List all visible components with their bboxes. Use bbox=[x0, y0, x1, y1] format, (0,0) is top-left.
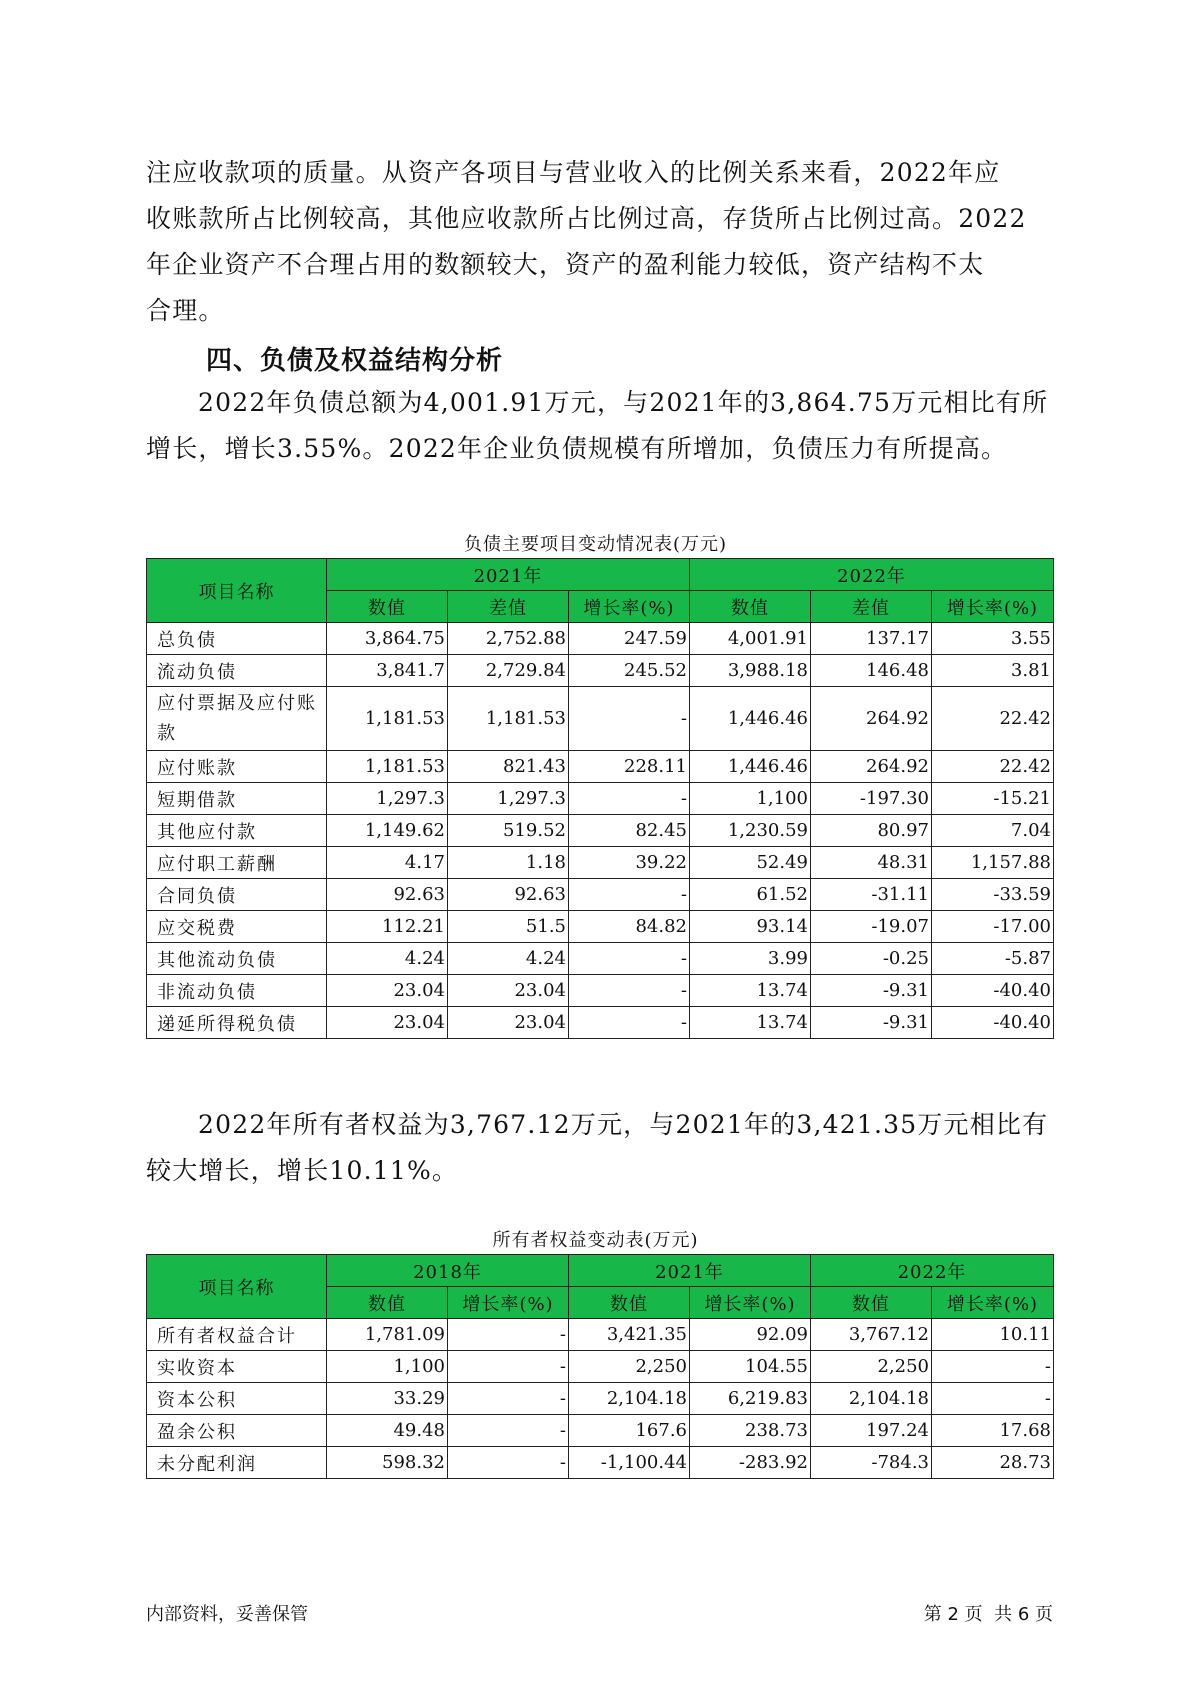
table-row bbox=[147, 1383, 1054, 1415]
table-cell: 92.09 bbox=[690, 1319, 811, 1351]
liability-paragraph bbox=[146, 380, 1049, 472]
table-cell: 2,729.84 bbox=[448, 655, 569, 687]
column-header: 数值 bbox=[811, 1287, 932, 1319]
table-cell: 1,181.53 bbox=[448, 687, 569, 751]
row-label: 应付账款 bbox=[147, 751, 327, 783]
table-cell: 92.63 bbox=[448, 879, 569, 911]
table-row bbox=[147, 1007, 1054, 1039]
year-header: 2018年 bbox=[327, 1255, 569, 1287]
row-label: 非流动负债 bbox=[147, 975, 327, 1007]
table-cell: - bbox=[569, 879, 690, 911]
table-cell: - bbox=[448, 1383, 569, 1415]
table-cell: -0.25 bbox=[811, 943, 932, 975]
table-cell: 10.11 bbox=[932, 1319, 1054, 1351]
table-row bbox=[147, 623, 1054, 655]
year-header: 2022年 bbox=[690, 559, 1054, 591]
column-header: 数值 bbox=[690, 591, 811, 623]
table-row bbox=[147, 1319, 1054, 1351]
table-cell: 4.17 bbox=[327, 847, 448, 879]
table-cell: - bbox=[448, 1319, 569, 1351]
table-cell: -15.21 bbox=[932, 783, 1054, 815]
table-cell: 2,250 bbox=[811, 1351, 932, 1383]
table-cell: - bbox=[932, 1351, 1054, 1383]
column-header: 增长率(%) bbox=[690, 1287, 811, 1319]
year-header: 2022年 bbox=[811, 1255, 1054, 1287]
equity-line: 2022年所有者权益为3,767.12万元，与2021年的3,421.35万元相比有 bbox=[198, 1110, 1049, 1139]
table-cell: 13.74 bbox=[690, 1007, 811, 1039]
table-cell: 2,752.88 bbox=[448, 623, 569, 655]
table-cell: 1,297.3 bbox=[448, 783, 569, 815]
table-row bbox=[147, 783, 1054, 815]
table-cell: 228.11 bbox=[569, 751, 690, 783]
table-cell: 519.52 bbox=[448, 815, 569, 847]
table-cell: 92.63 bbox=[327, 879, 448, 911]
equity-line: 较大增长，增长10.11%。 bbox=[146, 1156, 459, 1185]
table-cell: 1,181.53 bbox=[327, 751, 448, 783]
table-row bbox=[147, 751, 1054, 783]
table-cell: 1,230.59 bbox=[690, 815, 811, 847]
table-row bbox=[147, 879, 1054, 911]
table-cell: 61.52 bbox=[690, 879, 811, 911]
table-cell: -283.92 bbox=[690, 1447, 811, 1479]
table-cell: 245.52 bbox=[569, 655, 690, 687]
footer-page-number: 第 2 页 共 6 页 bbox=[923, 1604, 1053, 1625]
column-header: 差值 bbox=[811, 591, 932, 623]
table-cell: 1,157.88 bbox=[932, 847, 1054, 879]
table-cell: 104.55 bbox=[690, 1351, 811, 1383]
row-label: 总负债 bbox=[147, 623, 327, 655]
table-cell: -17.00 bbox=[932, 911, 1054, 943]
table-cell: 3.99 bbox=[690, 943, 811, 975]
table-row bbox=[147, 943, 1054, 975]
row-label: 应付票据及应付账款 bbox=[147, 687, 327, 751]
column-header: 增长率(%) bbox=[569, 591, 690, 623]
liability-table-caption: 负债主要项目变动情况表(万元) bbox=[463, 534, 728, 555]
year-header: 2021年 bbox=[327, 559, 690, 591]
equity-table bbox=[146, 1254, 1054, 1479]
table-cell: 93.14 bbox=[690, 911, 811, 943]
table-cell: 1,781.09 bbox=[327, 1319, 448, 1351]
table-cell: 4.24 bbox=[448, 943, 569, 975]
table-cell: 1,446.46 bbox=[690, 687, 811, 751]
table-cell: 28.73 bbox=[932, 1447, 1054, 1479]
table-row bbox=[147, 911, 1054, 943]
column-header: 差值 bbox=[448, 591, 569, 623]
table-cell: 167.6 bbox=[569, 1415, 690, 1447]
table-cell: 3,988.18 bbox=[690, 655, 811, 687]
table-cell: 264.92 bbox=[811, 751, 932, 783]
column-header: 增长率(%) bbox=[932, 1287, 1054, 1319]
liability-line: 增长，增长3.55%。2022年企业负债规模有所增加，负债压力有所提高。 bbox=[146, 434, 1008, 463]
table-cell: 1,446.46 bbox=[690, 751, 811, 783]
table-cell: 137.17 bbox=[811, 623, 932, 655]
table-cell: - bbox=[569, 975, 690, 1007]
column-header: 数值 bbox=[327, 591, 448, 623]
table-cell: 1,149.62 bbox=[327, 815, 448, 847]
table-cell: 4.24 bbox=[327, 943, 448, 975]
table-cell: -9.31 bbox=[811, 975, 932, 1007]
row-label: 短期借款 bbox=[147, 783, 327, 815]
table-cell: -784.3 bbox=[811, 1447, 932, 1479]
table-cell: 1.18 bbox=[448, 847, 569, 879]
row-label: 所有者权益合计 bbox=[147, 1319, 327, 1351]
table-cell: 23.04 bbox=[448, 975, 569, 1007]
table-cell: 3.81 bbox=[932, 655, 1054, 687]
column-header: 增长率(%) bbox=[448, 1287, 569, 1319]
table-cell: 821.43 bbox=[448, 751, 569, 783]
table-cell: 82.45 bbox=[569, 815, 690, 847]
row-label: 流动负债 bbox=[147, 655, 327, 687]
table-cell: 2,104.18 bbox=[569, 1383, 690, 1415]
table-cell: 23.04 bbox=[327, 1007, 448, 1039]
column-header: 增长率(%) bbox=[932, 591, 1054, 623]
table-cell: -9.31 bbox=[811, 1007, 932, 1039]
table-cell: - bbox=[448, 1351, 569, 1383]
table-cell: 3,421.35 bbox=[569, 1319, 690, 1351]
table-row bbox=[147, 975, 1054, 1007]
row-label: 盈余公积 bbox=[147, 1415, 327, 1447]
equity-table-caption: 所有者权益变动表(万元) bbox=[492, 1230, 699, 1251]
row-label: 其他流动负债 bbox=[147, 943, 327, 975]
table-cell: 13.74 bbox=[690, 975, 811, 1007]
table-cell: - bbox=[569, 687, 690, 751]
table-cell: 33.29 bbox=[327, 1383, 448, 1415]
row-label: 递延所得税负债 bbox=[147, 1007, 327, 1039]
table-row bbox=[147, 1415, 1054, 1447]
row-label: 应付职工薪酬 bbox=[147, 847, 327, 879]
table-cell: - bbox=[569, 783, 690, 815]
table-cell: 3,767.12 bbox=[811, 1319, 932, 1351]
table-cell: -40.40 bbox=[932, 1007, 1054, 1039]
column-header: 数值 bbox=[327, 1287, 448, 1319]
year-header: 2021年 bbox=[569, 1255, 811, 1287]
section-heading: 四、负债及权益结构分析 bbox=[206, 346, 504, 376]
table-cell: 7.04 bbox=[932, 815, 1054, 847]
table-cell: - bbox=[932, 1383, 1054, 1415]
table-cell: 23.04 bbox=[448, 1007, 569, 1039]
table-row bbox=[147, 1351, 1054, 1383]
table-cell: -5.87 bbox=[932, 943, 1054, 975]
table-cell: 22.42 bbox=[932, 687, 1054, 751]
intro-line: 收账款所占比例较高，其他应收款所占比例过高，存货所占比例过高。2022 bbox=[146, 204, 1027, 233]
column-header-name: 项目名称 bbox=[147, 559, 327, 623]
table-cell: 6,219.83 bbox=[690, 1383, 811, 1415]
equity-paragraph bbox=[146, 1102, 1049, 1194]
table-row bbox=[147, 687, 1054, 751]
table-cell: 48.31 bbox=[811, 847, 932, 879]
row-label: 未分配利润 bbox=[147, 1447, 327, 1479]
footer-confidential-note: 内部资料，妥善保管 bbox=[146, 1604, 308, 1625]
row-label: 资本公积 bbox=[147, 1383, 327, 1415]
table-cell: 22.42 bbox=[932, 751, 1054, 783]
liability-line: 2022年负债总额为4,001.91万元，与2021年的3,864.75万元相比有所 bbox=[198, 388, 1049, 417]
table-cell: 197.24 bbox=[811, 1415, 932, 1447]
table-cell: 23.04 bbox=[327, 975, 448, 1007]
table-cell: 84.82 bbox=[569, 911, 690, 943]
table-cell: 112.21 bbox=[327, 911, 448, 943]
table-row bbox=[147, 815, 1054, 847]
intro-line: 年企业资产不合理占用的数额较大，资产的盈利能力较低，资产结构不太 bbox=[146, 250, 985, 279]
intro-line: 注应收款项的质量。从资产各项目与营业收入的比例关系来看，2022年应 bbox=[146, 158, 1001, 187]
intro-line: 合理。 bbox=[146, 296, 225, 325]
row-label: 其他应付款 bbox=[147, 815, 327, 847]
table-cell: -19.07 bbox=[811, 911, 932, 943]
table-cell: 49.48 bbox=[327, 1415, 448, 1447]
row-label: 实收资本 bbox=[147, 1351, 327, 1383]
table-cell: 39.22 bbox=[569, 847, 690, 879]
table-cell: -40.40 bbox=[932, 975, 1054, 1007]
table-cell: 2,250 bbox=[569, 1351, 690, 1383]
table-row bbox=[147, 847, 1054, 879]
table-cell: - bbox=[569, 1007, 690, 1039]
intro-paragraph bbox=[146, 150, 1046, 334]
table-cell: - bbox=[448, 1415, 569, 1447]
table-cell: -33.59 bbox=[932, 879, 1054, 911]
table-cell: -31.11 bbox=[811, 879, 932, 911]
table-cell: 2,104.18 bbox=[811, 1383, 932, 1415]
column-header-name: 项目名称 bbox=[147, 1255, 327, 1319]
table-cell: 3,841.7 bbox=[327, 655, 448, 687]
table-cell: 51.5 bbox=[448, 911, 569, 943]
table-cell: 4,001.91 bbox=[690, 623, 811, 655]
row-label: 合同负债 bbox=[147, 879, 327, 911]
table-cell: 1,100 bbox=[327, 1351, 448, 1383]
table-cell: - bbox=[448, 1447, 569, 1479]
table-cell: 1,297.3 bbox=[327, 783, 448, 815]
table-cell: -1,100.44 bbox=[569, 1447, 690, 1479]
table-cell: 52.49 bbox=[690, 847, 811, 879]
table-row bbox=[147, 1447, 1054, 1479]
table-cell: 238.73 bbox=[690, 1415, 811, 1447]
table-cell: 1,181.53 bbox=[327, 687, 448, 751]
table-cell: -197.30 bbox=[811, 783, 932, 815]
table-cell: 80.97 bbox=[811, 815, 932, 847]
table-cell: 3,864.75 bbox=[327, 623, 448, 655]
table-cell: 3.55 bbox=[932, 623, 1054, 655]
table-cell: 264.92 bbox=[811, 687, 932, 751]
table-cell: 247.59 bbox=[569, 623, 690, 655]
liability-table bbox=[146, 558, 1054, 1039]
table-cell: 598.32 bbox=[327, 1447, 448, 1479]
table-cell: - bbox=[569, 943, 690, 975]
table-row bbox=[147, 655, 1054, 687]
row-label: 应交税费 bbox=[147, 911, 327, 943]
table-cell: 17.68 bbox=[932, 1415, 1054, 1447]
column-header: 数值 bbox=[569, 1287, 690, 1319]
table-cell: 1,100 bbox=[690, 783, 811, 815]
table-cell: 146.48 bbox=[811, 655, 932, 687]
